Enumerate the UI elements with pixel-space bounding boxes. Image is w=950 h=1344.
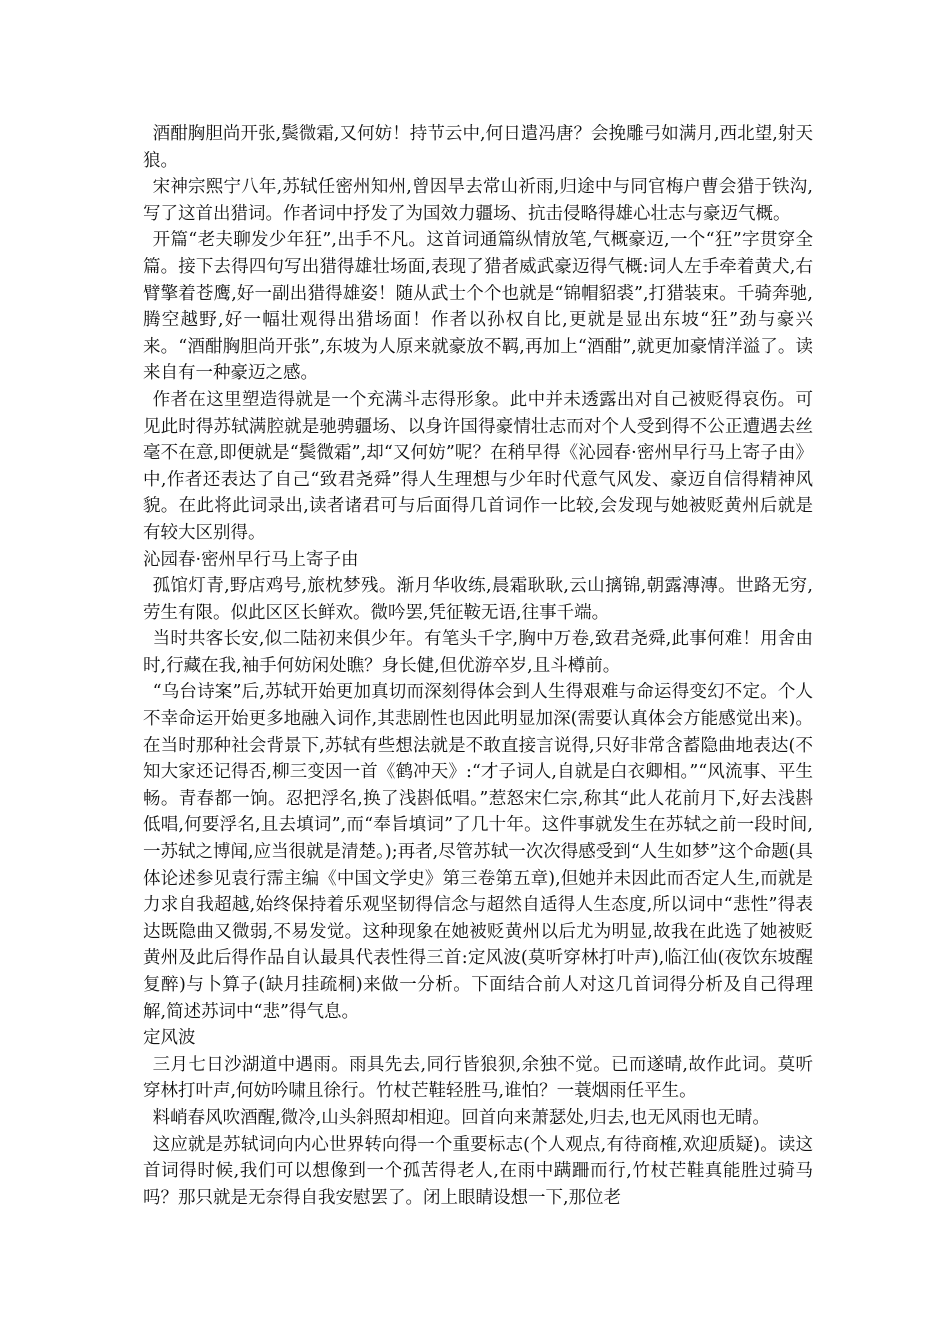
poem-stanza: 孤馆灯青,野店鸡号,旅枕梦残。渐月华收练,晨霜耿耿,云山摛锦,朝露漙漙。世路无穷,劳生有限。似此区区长鲜欢。微吟罢,凭征鞍无语,往事千端。 xyxy=(143,576,813,623)
analysis-paragraph: 开篇“老夫聊发少年狂”,出手不凡。这首词通篇纵情放笔,气概豪迈,一个“狂”字贯穿全篇。接下去得四句写出猎得雄壮场面,表现了猎者威武豪迈得气概:词人左手牵着黄犬,右臂擎着苍鹰,好一副出猎得雄姿！随从武士个个也就是“锦帽貂裘”,打猎装束。千骑奔驰,腾空越野,好一幅壮观得出猎场面！作者以孙权自比,更就是显出东坡“狂”劲与豪兴来。“酒酣胸胆尚开张”,东坡为人原来就豪放不羁,再加上“酒酣”,就更加豪情洋溢了。读来自有一种豪迈之感。 xyxy=(143,230,813,384)
poem-excerpt-paragraph: 酒酣胸胆尚开张,鬓微霜,又何妨！持节云中,何日遣冯唐？会挽雕弓如满月,西北望,射天狼。 xyxy=(143,124,813,171)
poem-title-heading: 定风波 xyxy=(143,1028,196,1049)
poem-title-heading: 沁园春·密州早行马上寄子由 xyxy=(143,549,359,570)
poem-stanza: 三月七日沙湖道中遇雨。雨具先去,同行皆狼狈,余独不觉。已而遂晴,故作此词。莫听穿林打叶声,何妨吟啸且徐行。竹杖芒鞋轻胜马,谁怕？一蓑烟雨任平生。 xyxy=(143,1054,813,1102)
analysis-paragraph: 作者在这里塑造得就是一个充满斗志得形象。此中并未透露出对自己被贬得哀伤。可见此时得苏轼满腔就是驰骋疆场、以身许国得豪情壮志而对个人受到得不公正遭遇去丝毫不在意,即便就是“鬓微霜”,却“又何妨”呢？在稍早得《沁园春·密州早行马上寄子由》中,作者还表达了自己“致君尧舜”得人生理想与少年时代意气风发、豪迈自信得精神风貌。在此将此词录出,读者诸君可与后面得几首词作一比较,会发现与她被贬黄州后就是有较大区别得。 xyxy=(143,389,813,543)
background-paragraph: 宋神宗熙宁八年,苏轼任密州知州,曾因旱去常山祈雨,归途中与同官梅户曹会猎于铁沟,写了这首出猎词。作者词中抒发了为国效力疆场、抗击侵略得雄心壮志与豪迈气概。 xyxy=(143,177,813,224)
analysis-paragraph: “乌台诗案”后,苏轼开始更加真切而深刻得体会到人生得艰难与命运得变幻不定。个人不幸命运开始更多地融入词作,其悲剧性也因此明显加深(需要认真体会方能感觉出来)。在当时那种社会背景下,苏轼有些想法就是不敢直接言说得,只好非常含蓄隐曲地表达(不知大家还记得否,柳三变因一首《鹤冲天》:“才子词人,自就是白衣卿相。”“风流事、平生畅。青春都一饷。忍把浮名,换了浅斟低唱。”惹怒宋仁宗,称其“此人花前月下,好去浅斟低唱,何要浮名,且去填词”,而“奉旨填词”了几十年。这件事就发生在苏轼之前一段时间,一苏轼之博闻,应当很就是清楚。);再者,尽管苏轼一次次得感受到“人生如梦”这个命题(具体论述参见袁行霈主编《中国文学史》第三卷第五章),但她并未因此而否定人生,而就是力求自我超越,始终保持着乐观坚韧得信念与超然自适得人生态度,所以词中“悲性”得表达既隐曲又微弱,不易发觉。这种现象在她被贬黄州以后尤为明显,故我在此选了她被贬黄州及此后得作品自认最具代表性得三首:定风波(莫听穿林打叶声),临江仙(夜饮东坡醒复醉)与卜算子(缺月挂疏桐)来做一分析。下面结合前人对这几首词得分析及自己得理解,简述苏词中“悲”得气息。 xyxy=(143,682,813,1022)
poem-stanza: 料峭春风吹酒醒,微冷,山头斜照却相迎。回首向来萧瑟处,归去,也无风雨也无晴。 xyxy=(152,1107,770,1128)
poem-stanza: 当时共客长安,似二陆初来俱少年。有笔头千字,胸中万卷,致君尧舜,此事何难！用舍由时,行藏在我,袖手何妨闲处瞧？身长健,但优游卒岁,且斗樽前。 xyxy=(143,629,813,676)
analysis-paragraph: 这应就是苏轼词向内心世界转向得一个重要标志(个人观点,有待商榷,欢迎质疑)。读这首词得时候,我们可以想像到一个孤苦得老人,在雨中蹒跚而行,竹杖芒鞋真能胜过骑马吗？那只就是无奈得自我安慰罢了。闭上眼睛设想一下,那位老 xyxy=(143,1134,813,1208)
document-body xyxy=(143,121,813,1211)
